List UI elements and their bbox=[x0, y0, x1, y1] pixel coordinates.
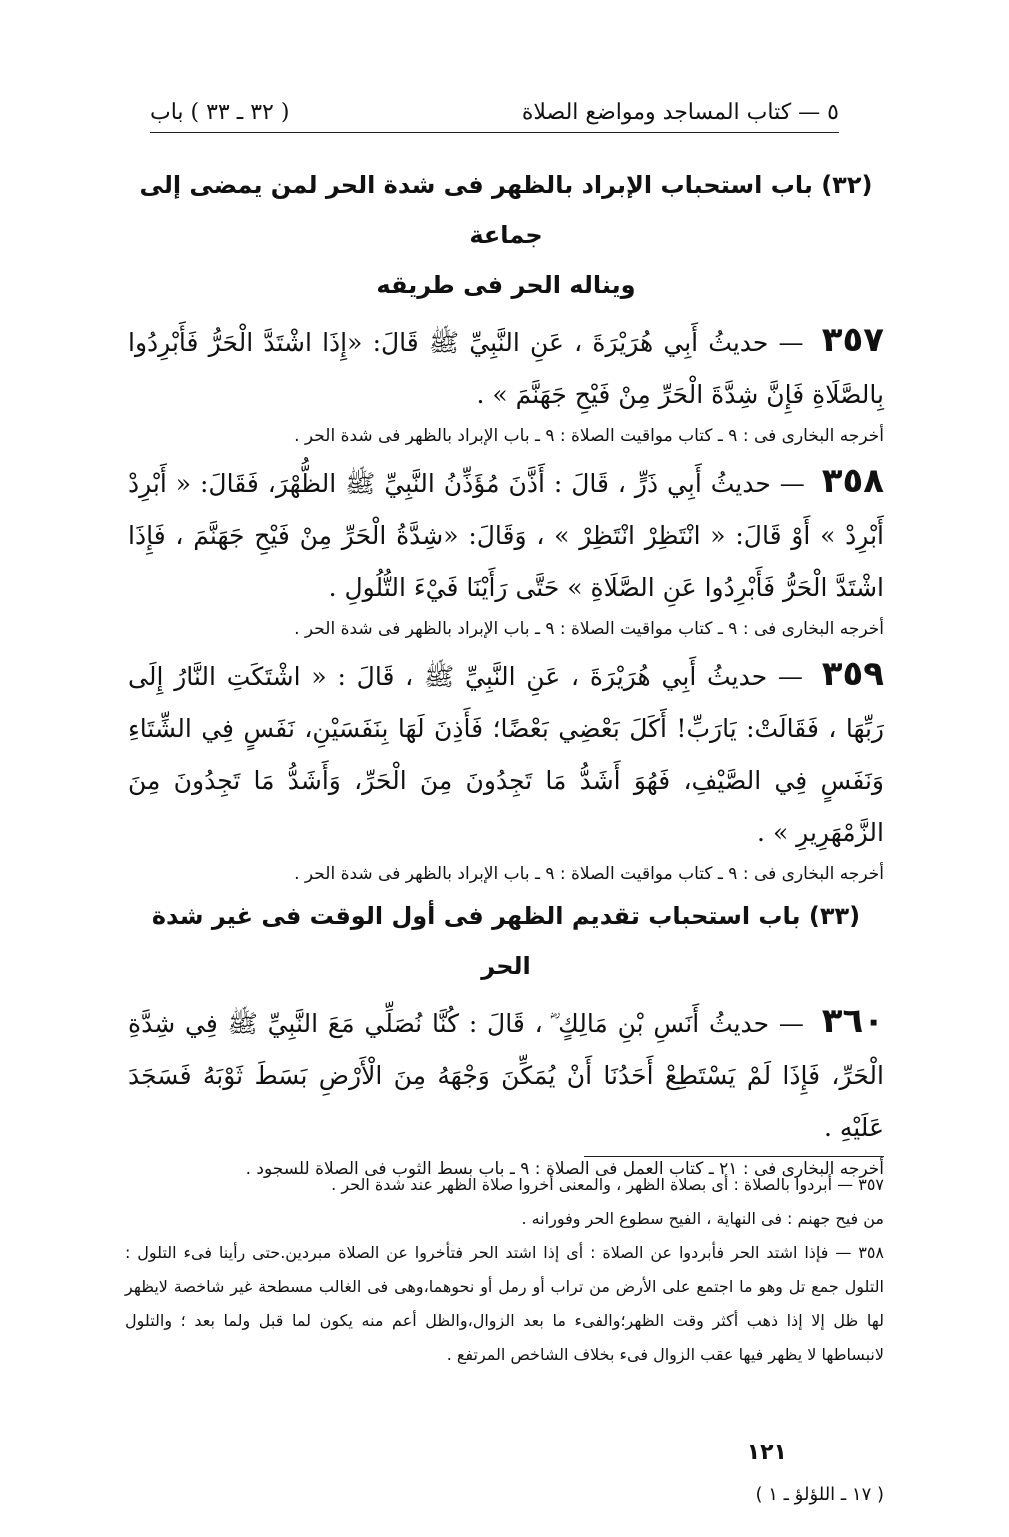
hadith-number: ٣٥٧ bbox=[821, 320, 884, 360]
hadith-text: — حديثُ أَنَسِ بْنِ مَالِكٍ ؓ ، قَالَ : كُنَّا نُصَلِّي مَعَ النَّبِيِّ ﷺ فِي شِدَّةِ الْحَرِّ، فَإِذَا لَمْ يَسْتَطِعْ أَحَدُنَا أَنْ يُمَكِّنَ وَجْهَهُ مِنَ الْأَرْضِ بَسَطَ ثَوْبَهُ فَسَجَدَ عَلَيْهِ . bbox=[128, 1009, 884, 1142]
footnotes-divider bbox=[584, 1156, 884, 1157]
hadith-357-source: أخرجه البخارى فى : ٩ ـ كتاب مواقيت الصلاة : ٩ ـ باب الإبراد بالظهر فى شدة الحر . bbox=[294, 426, 884, 446]
chapter-32-title-line-1: (٣٢) باب استحباب الإبراد بالظهر فى شدة الحر لمن يمضى إلى جماعة bbox=[139, 171, 873, 249]
hadith-358 bbox=[128, 455, 884, 614]
footnote-358: ٣٥٨ — فإذا اشتد الحر فأبردوا عن الصلاة : أى إذا اشتد الحر فتأخروا عن الصلاة مبردين.حتى رأينا فىء التلول : التلول جمع تل وهو ما اجتمع على الأرض من تراب أو رمل أو نحوهما،وهى فى الغالب مسطحة غير شاخصة لايظهر لها ظل إلا إذا ذهب أكثر وقت الظهر؛والفىء ما بعد الزوال،والظل أعم منه يكون لما قبل ولما بعد ؛ والتلول لانبساطها لا يظهر فيها عقب الزوال فىء بخلاف الشاخص المرتفع . bbox=[125, 1243, 884, 1364]
hadith-358-source: أخرجه البخارى فى : ٩ ـ كتاب مواقيت الصلاة : ٩ ـ باب الإبراد بالظهر فى شدة الحر . bbox=[294, 619, 884, 639]
header-book-title: ٥ — كتاب المساجد ومواضع الصلاة bbox=[521, 99, 839, 125]
hadith-number: ٣٦٠ bbox=[821, 1001, 884, 1041]
hadith-360-source: أخرجه البخارى فى : ٢١ ـ كتاب العمل فى الصلاة : ٩ ـ باب بسط الثوب فى الصلاة للسجود . bbox=[245, 1159, 884, 1179]
hadith-359 bbox=[128, 648, 884, 859]
running-header bbox=[150, 92, 839, 132]
chapter-33-title: (٣٣) باب استحباب تقديم الظهر فى أول الوقت فى غير شدة الحر bbox=[151, 902, 861, 980]
hadith-359-source: أخرجه البخارى فى : ٩ ـ كتاب مواقيت الصلاة : ٩ ـ باب الإبراد بالظهر فى شدة الحر . bbox=[294, 864, 884, 884]
footnote-357-fayh: من فيح جهنم : فى النهاية ، الفيح سطوع الحر وفورانه . bbox=[521, 1209, 884, 1228]
footnotes bbox=[125, 1168, 884, 1372]
hadith-number: ٣٥٩ bbox=[821, 654, 884, 694]
hadith-text: — حديثُ أَبِي هُرَيْرَةَ ، عَنِ النَّبِيِّ ﷺ قَالَ: «إِذَا اشْتَدَّ الْحَرُّ فَأَبْرِدُوا بِالصَّلَاةِ فَإِنَّ شِدَّةَ الْحَرِّ مِنْ فَيْحِ جَهَنَّمَ » . bbox=[128, 328, 884, 409]
header-chapter-range: ( ٣٢ ـ ٣٣ ) باب bbox=[150, 99, 290, 125]
footnote-357: ٣٥٧ — أبردوا بالصلاة : أى بصلاة الظهر ، والمعنى أخروا صلاة الظهر عند شدة الحر . bbox=[331, 1175, 884, 1194]
header-divider bbox=[150, 132, 839, 133]
hadith-357 bbox=[128, 314, 884, 421]
hadith-360 bbox=[128, 995, 884, 1154]
page-number: ١٢١ bbox=[746, 1440, 787, 1465]
hadith-text: — حديثُ أَبِي هُرَيْرَةَ ، عَنِ النَّبِيِّ ﷺ ، قَالَ : « اشْتَكَتِ النَّارُ إِلَى رَبِّهَا ، فَقَالَتْ: يَارَبِّ! أَكَلَ بَعْضِي بَعْضًا؛ فَأَذِنَ لَهَا بِنَفَسَيْنِ، نَفَسٍ فِي الشِّتَاءِ وَنَفَسٍ فِي الصَّيْفِ، فَهُوَ أَشَدُّ مَا تَجِدُونَ مِنَ الْحَرِّ، وَأَشَدُّ مَا تَجِدُونَ مِنَ الزَّمْهَرِيرِ » . bbox=[128, 662, 884, 847]
printer-signature: ( ١٧ ـ اللؤلؤ ـ ١ ) bbox=[755, 1484, 884, 1505]
chapter-32-title-line-2: ويناله الحر فى طريقه bbox=[376, 271, 636, 299]
hadith-number: ٣٥٨ bbox=[821, 461, 884, 501]
hadith-text: — حديثُ أَبِي ذَرٍّ ، قَالَ : أَذَّنَ مُؤَذِّنُ النَّبِيِّ ﷺ الظُّهْرَ، فَقَالَ: « أَبْرِدْ أَبْرِدْ » أَوْ قَالَ: « انْتَظِرْ انْتَظِرْ » ، وَقَالَ: «شِدَّةُ الْحَرِّ مِنْ فَيْحِ جَهَنَّمَ ، فَإِذَا اشْتَدَّ الْحَرُّ فَأَبْرِدُوا عَنِ الصَّلَاةِ » حَتَّى رَأَيْنَا فَيْءَ التُّلُولِ . bbox=[128, 469, 884, 602]
main-text bbox=[128, 160, 884, 1186]
